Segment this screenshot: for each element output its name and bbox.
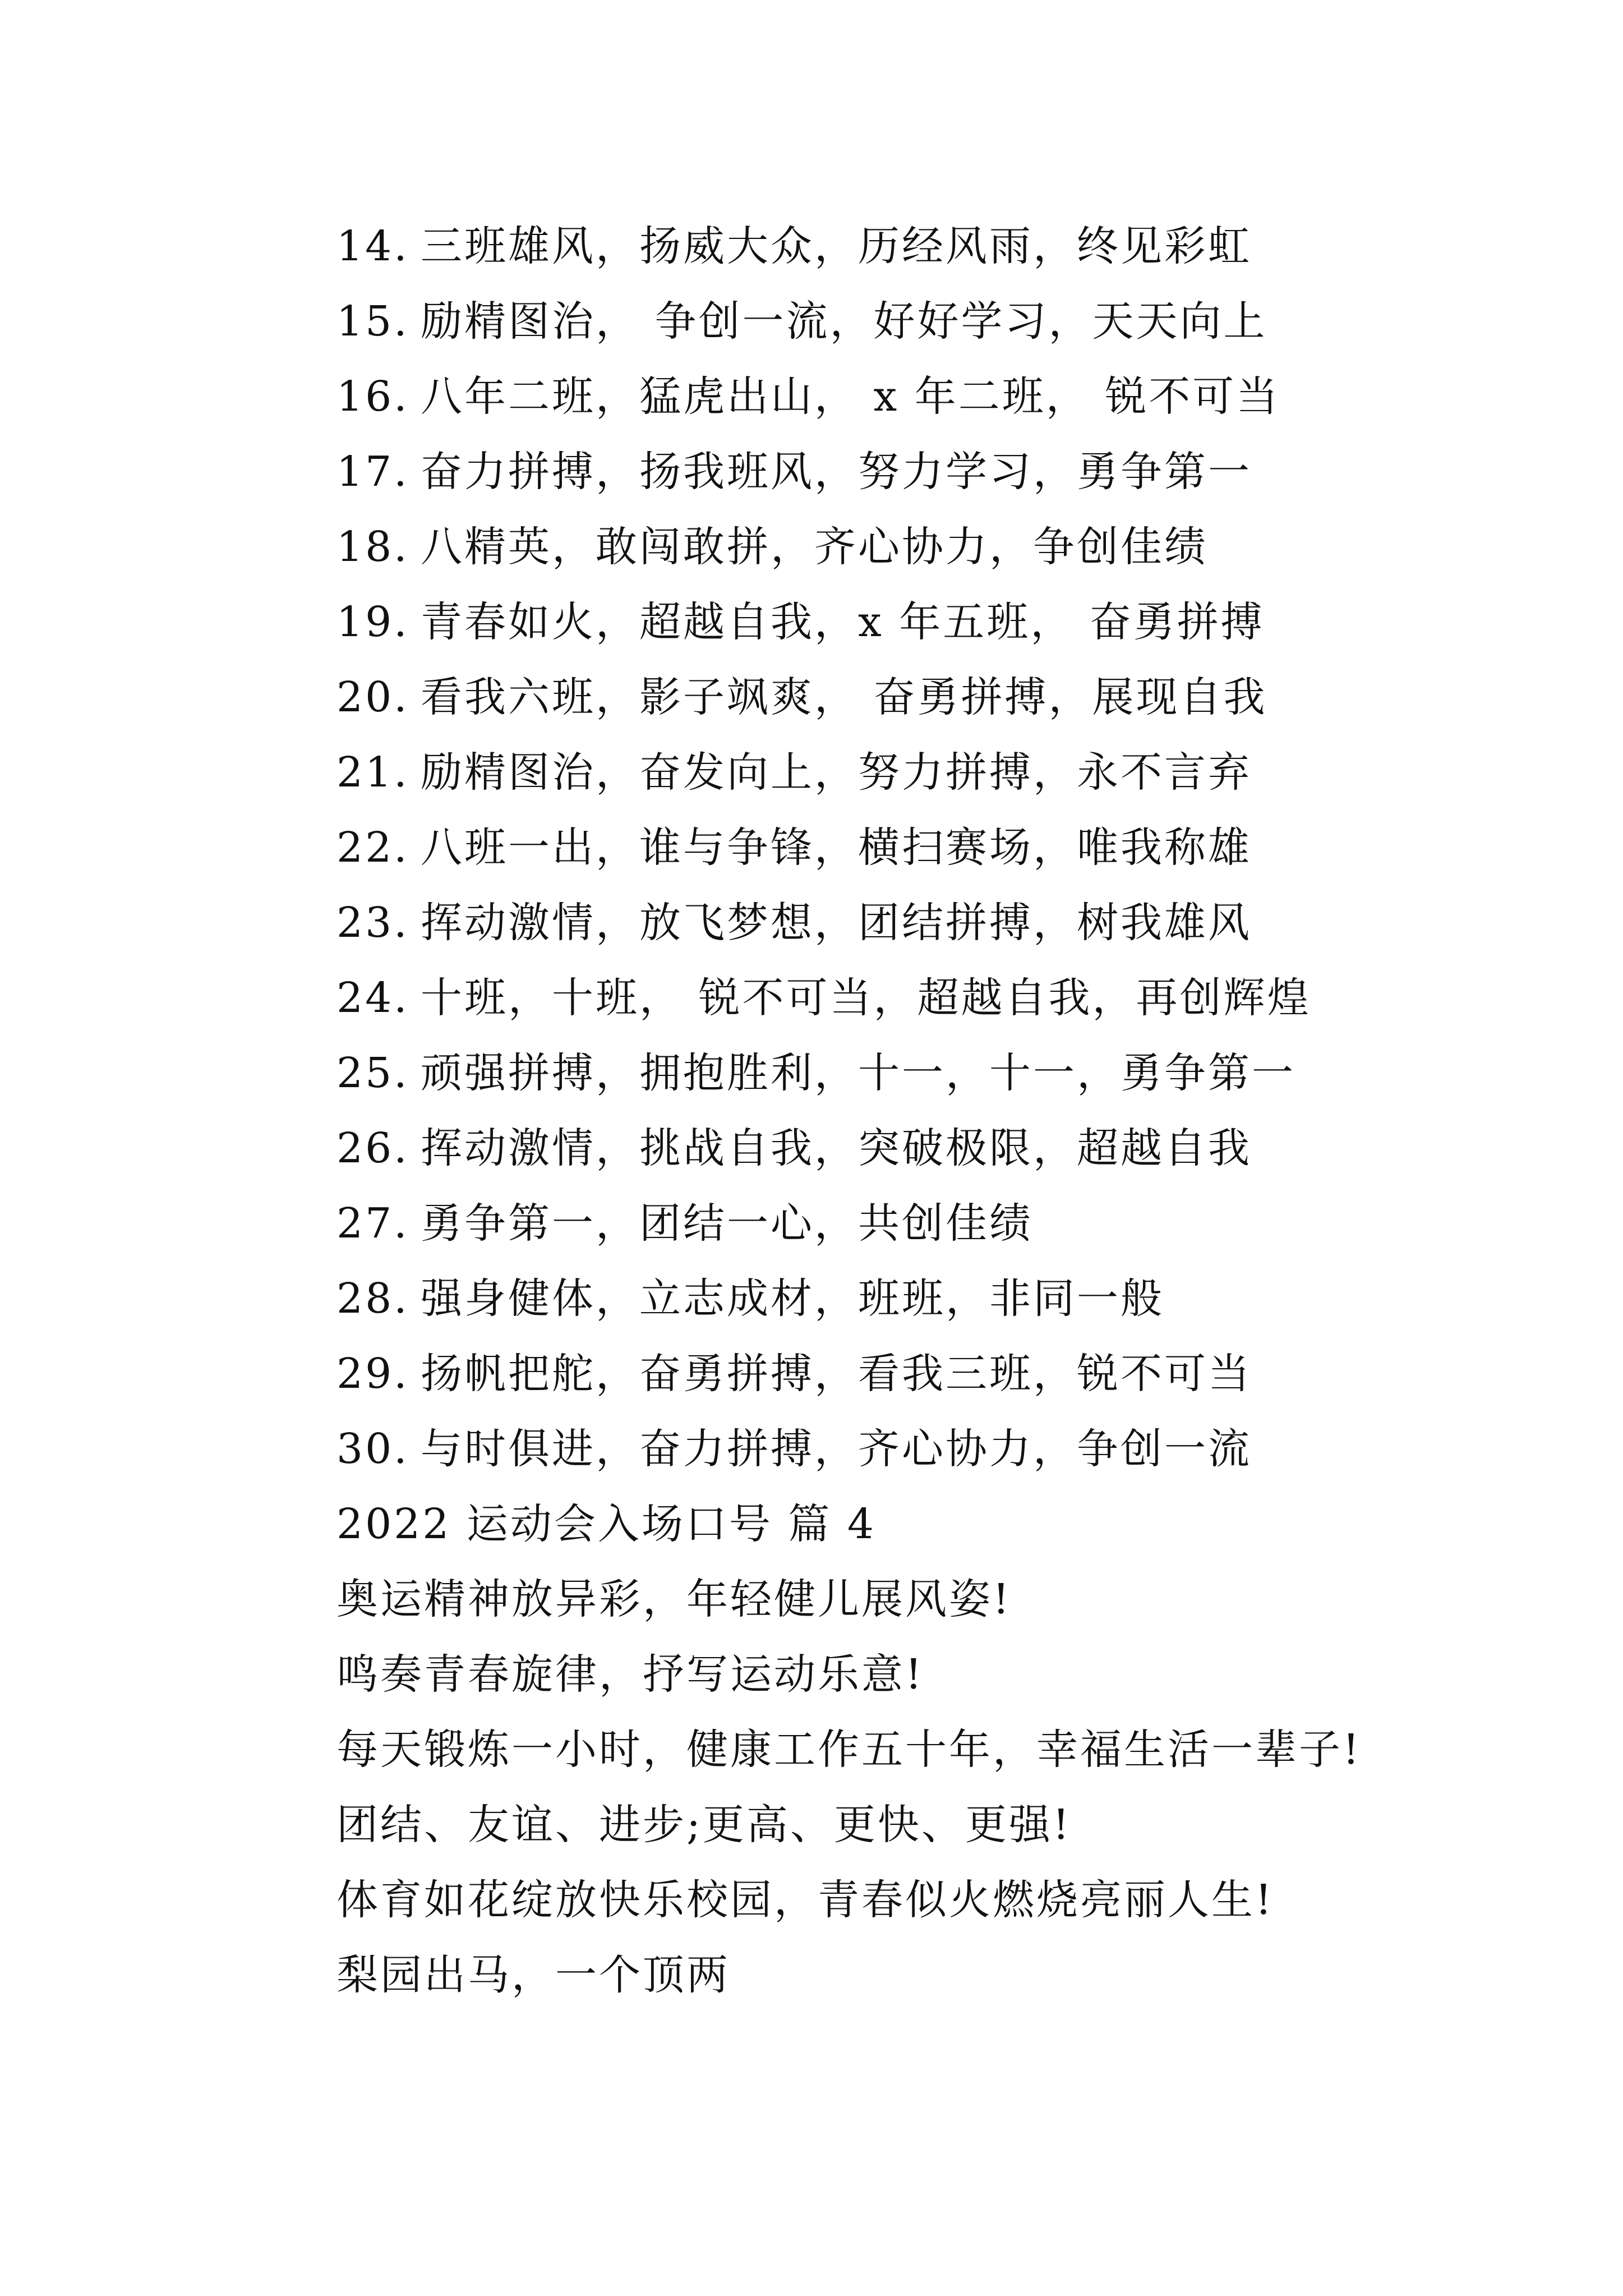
slogan-line: 梨园出马，一个顶两 (336, 1951, 730, 1999)
item-text: 扬帆把舵，奋勇拼搏，看我三班，锐不可当 (421, 1350, 1252, 1398)
item-number: 28. (336, 1274, 409, 1323)
item-number: 27. (336, 1199, 409, 1248)
item-number: 29. (336, 1350, 409, 1398)
item-number: 25. (336, 1049, 409, 1097)
slogan-line: 体育如花绽放快乐校园，青春似火燃烧亮丽人生! (336, 1876, 1274, 1924)
list-item (336, 209, 1514, 284)
list-item (336, 434, 1514, 509)
slogan-line: 每天锻炼一小时，健康工作五十年，幸福生活一辈子! (336, 1726, 1362, 1774)
item-text: 勇争第一，团结一心，共创佳绩 (421, 1199, 1033, 1248)
list-item (336, 1111, 1514, 1186)
item-text: 与时俱进，奋力拼搏，齐心协力，争创一流 (421, 1425, 1252, 1473)
item-text: 励精图治，奋发向上，努力拼搏，永不言弃 (421, 748, 1252, 797)
list-item (336, 735, 1514, 810)
list-item (336, 1036, 1514, 1111)
section-heading: 2022 运动会入场口号 篇 4 (336, 1500, 876, 1548)
item-number: 21. (336, 748, 409, 797)
list-item (336, 960, 1514, 1036)
item-number: 22. (336, 823, 409, 872)
item-number: 20. (336, 673, 409, 721)
item-text: 励精图治， 争创一流，好好学习，天天向上 (421, 297, 1267, 346)
list-item (336, 359, 1514, 434)
item-text: 八精英，敢闯敢拼，齐心协力，争创佳绩 (421, 523, 1208, 571)
slogan-line: 团结、友谊、进步;更高、更快、更强! (336, 1801, 1072, 1849)
item-text: 挥动激情，放飞梦想，团结拼搏，树我雄风 (421, 899, 1252, 947)
list-item (336, 284, 1514, 359)
item-text: 看我六班，影子飒爽， 奋勇拼搏，展现自我 (421, 673, 1267, 721)
list-item (336, 1261, 1514, 1336)
item-number: 18. (336, 523, 409, 571)
list-item (336, 585, 1514, 660)
item-number: 19. (336, 598, 409, 646)
slogan-line: 奥运精神放异彩，年轻健儿展风姿! (336, 1575, 1012, 1623)
item-number: 23. (336, 899, 409, 947)
list-item (336, 810, 1514, 885)
item-number: 14. (336, 222, 409, 270)
item-text: 顽强拼搏，拥抱胜利，十一，十一，勇争第一 (421, 1049, 1295, 1097)
item-text: 强身健体，立志成材，班班，非同一般 (421, 1274, 1164, 1323)
item-number: 17. (336, 448, 409, 496)
item-text: 十班，十班， 锐不可当，超越自我，再创辉煌 (421, 974, 1311, 1022)
item-number: 24. (336, 974, 409, 1022)
list-item (336, 660, 1514, 735)
item-text: 八年二班，猛虎出山， x 年二班， 锐不可当 (421, 372, 1280, 421)
item-text: 三班雄风，扬威大众，历经风雨，终见彩虹 (421, 222, 1252, 270)
document-body (336, 209, 1514, 2013)
item-text: 八班一出，谁与争锋，横扫赛场，唯我称雄 (421, 823, 1252, 872)
item-text: 奋力拼搏，扬我班风，努力学习，勇争第一 (421, 448, 1252, 496)
list-item (336, 885, 1514, 960)
item-text: 挥动激情，挑战自我，突破极限，超越自我 (421, 1124, 1252, 1172)
slogan-line: 鸣奏青春旋律，抒写运动乐意! (336, 1650, 924, 1699)
list-item (336, 1411, 1514, 1487)
list-item (336, 509, 1514, 585)
item-number: 15. (336, 297, 409, 346)
item-number: 26. (336, 1124, 409, 1172)
item-number: 16. (336, 372, 409, 421)
item-text: 青春如火，超越自我，x 年五班， 奋勇拼搏 (421, 598, 1265, 646)
list-item (336, 1186, 1514, 1261)
list-item (336, 1336, 1514, 1411)
item-number: 30. (336, 1425, 409, 1473)
